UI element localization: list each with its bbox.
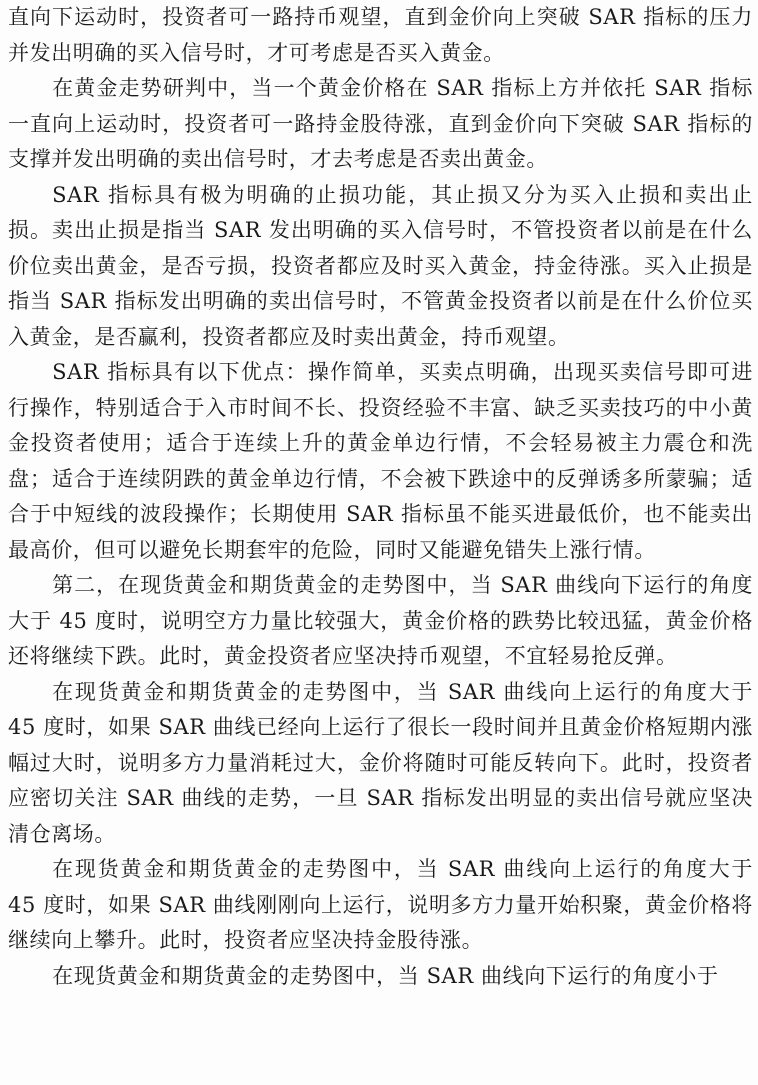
- paragraph: SAR 指标具有极为明确的止损功能，其止损又分为买入止损和卖出止损。卖出止损是指当 SAR 发出明确的买入信号时，不管投资者以前是在什么价位卖出黄金，是否亏损，投资者都应及时买入黄金，持金待涨。买入止损是指当 SAR 指标发出明确的卖出信号时，不管黄金投资者以前是在什么价位买入黄金，是否赢利，投资者都应及时卖出黄金，持币观望。: [8, 182, 753, 349]
- paragraph: 在现货黄金和期货黄金的走势图中，当 SAR 曲线向下运行的角度小于: [52, 963, 719, 988]
- paragraph: SAR 指标具有以下优点：操作简单，买卖点明确，出现买卖信号即可进行操作，特别适合于入市时间不长、投资经验不丰富、缺乏买卖技巧的中小黄金投资者使用；适合于连续上升的黄金单边行情，不会轻易被主力震仓和洗盘；适合于连续阴跌的黄金单边行情，不会被下跌途中的反弹诱多所蒙骗；适合于中短线的波段操作；长期使用 SAR 指标虽不能买进最低价，也不能卖出最高价，但可以避免长期套牢的危险，同时又能避免错失上涨行情。: [8, 360, 753, 562]
- paragraph: 第二，在现货黄金和期货黄金的走势图中，当 SAR 曲线向下运行的角度大于 45 度时，说明空方力量比较强大，黄金价格的跌势比较迅猛，黄金价格还将继续下跌。此时，黄金投资者应坚决持币观望，不宜轻易抢反弹。: [8, 573, 753, 668]
- body-text: [8, 0, 753, 994]
- paragraph: 在现货黄金和期货黄金的走势图中，当 SAR 曲线向上运行的角度大于 45 度时，如果 SAR 曲线刚刚向上运行，说明多方力量开始积聚，黄金价格将继续向上攀升。此时，投资者应坚决持金股待涨。: [8, 857, 753, 952]
- paragraph: 在黄金走势研判中，当一个黄金价格在 SAR 指标上方并依托 SAR 指标一直向上运动时，投资者可一路持金股待涨，直到金价向下突破 SAR 指标的支撑并发出明确的卖出信号时，才去考虑是否卖出黄金。: [8, 76, 753, 171]
- paragraph-continued: 直向下运动时，投资者可一路持币观望，直到金价向上突破 SAR 指标的压力并发出明确的买入信号时，才可考虑是否买入黄金。: [8, 5, 753, 65]
- paragraph: 在现货黄金和期货黄金的走势图中，当 SAR 曲线向上运行的角度大于 45 度时，如果 SAR 曲线已经向上运行了很长一段时间并且黄金价格短期内涨幅过大时，说明多方力量消耗过大，金价将随时可能反转向下。此时，投资者应密切关注 SAR 曲线的走势，一旦 SAR 指标发出明显的卖出信号就应坚决清仓离场。: [8, 679, 753, 846]
